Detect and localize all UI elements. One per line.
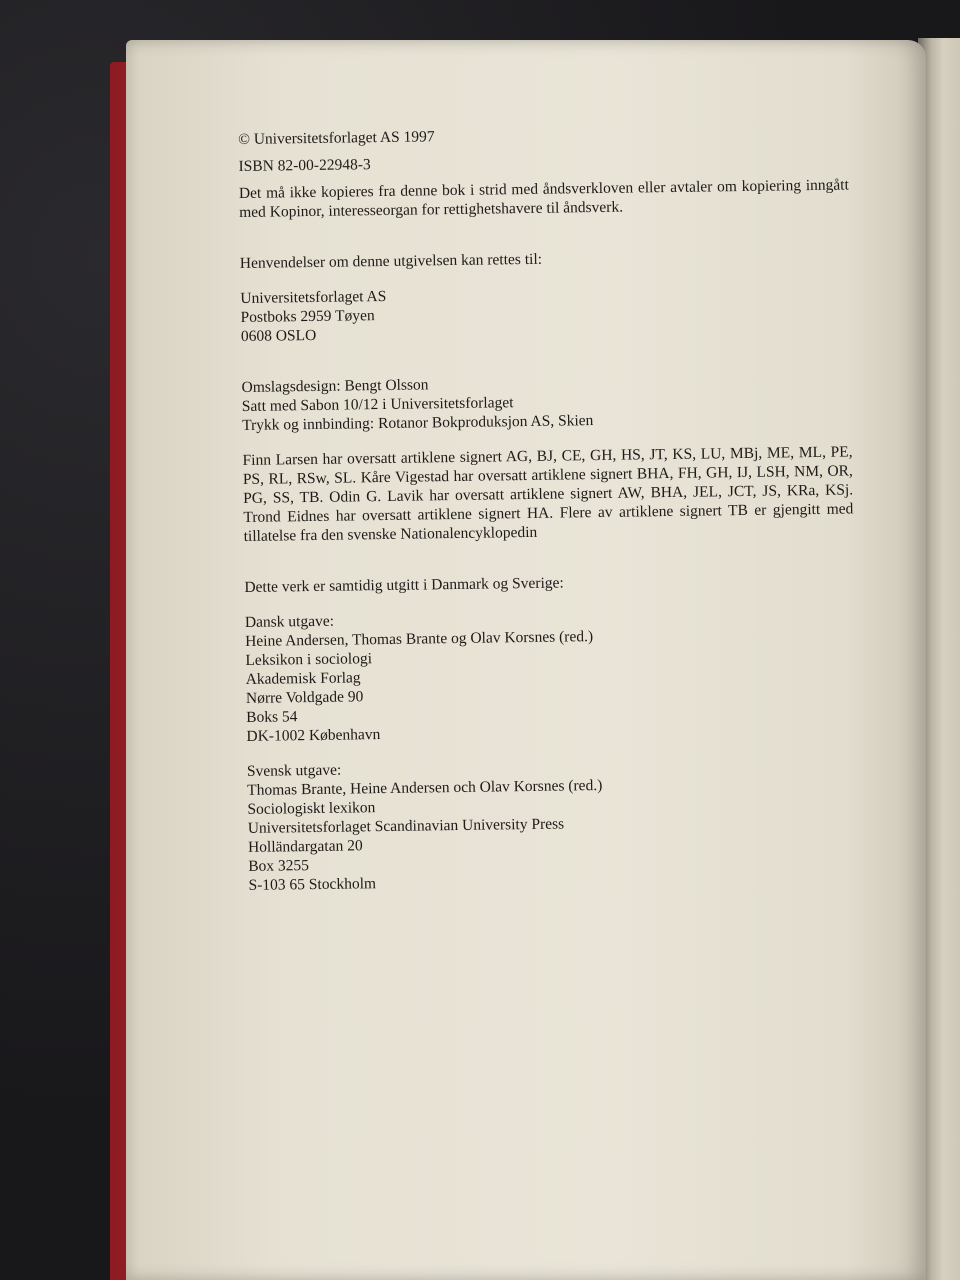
danish-editors: Heine Andersen, Thomas Brante og Olav Korsnes (red.) [245, 628, 594, 650]
copyright-page-text [238, 121, 859, 894]
publisher-street: Postboks 2959 Tøyen [240, 307, 375, 326]
swedish-editors: Thomas Brante, Heine Andersen och Olav Korsnes (red.) [247, 776, 603, 799]
swedish-street: Holländargatan 20 [247, 837, 363, 856]
swedish-publisher: Universitetsforlaget Scandinavian University Press [247, 815, 565, 837]
swedish-title: Sociologiskt lexikon [247, 799, 376, 818]
printing-line: Trykk og innbinding: Rotanor Bokproduksjon AS, Skien [242, 412, 594, 434]
danish-box: Boks 54 [246, 708, 298, 726]
publisher-city: 0608 OSLO [240, 326, 317, 345]
swedish-box: Box 3255 [248, 857, 310, 875]
cover-design-line: Omslagsdesign: Bengt Olsson [241, 376, 429, 396]
translators-paragraph: Finn Larsen har oversatt artiklene signert AG, BJ, CE, GH, HS, JT, KS, LU, MBj, ME, ML, PE, PS, RL, RSw, SL. Kåre Vigestad har oversatt artiklene signert BHA, FH, GH, IJ, LSH, NM, OR, PG, SS, TB. Odin G. Lavik har oversatt artiklene signert AW, BHA, JEL, JCT, JS, KRa, KSj. Trond Eidnes har oversatt artiklene signert HA. Flere av artiklene signert TB er gjengitt med tillatelse fra den svenske Nationalencyklopedin [242, 443, 854, 545]
danish-publisher: Akademisk Forlag [245, 669, 361, 688]
danish-edition-label: Dansk utgave: [244, 612, 335, 631]
isbn-line: ISBN 82-00-22948-3 [238, 156, 371, 175]
inquiries-label: Henvendelser om denne utgivelsen kan rettes til: [239, 250, 543, 272]
typeset-line: Satt med Sabon 10/12 i Universitetsforlaget [241, 394, 514, 415]
simultaneous-edition-note: Dette verk er samtidig utgitt i Danmark og Sverige: [244, 574, 564, 596]
swedish-city: S-103 65 Stockholm [248, 875, 377, 894]
copy-warning-paragraph: Det må ikke kopieres fra denne bok i strid med åndsverkloven eller avtaler om kopiering inngått med Kopinor, interesseorgan for rettighetshavere til åndsverk. [238, 176, 849, 221]
copyright-line: © Universitetsforlaget AS 1997 [238, 128, 435, 148]
danish-city: DK-1002 København [246, 726, 381, 745]
swedish-edition-label: Svensk utgave: [246, 761, 342, 780]
publisher-name: Universitetsforlaget AS [240, 287, 387, 307]
danish-title: Leksikon i sociologi [245, 650, 373, 669]
danish-street: Nørre Voldgade 90 [245, 688, 364, 707]
